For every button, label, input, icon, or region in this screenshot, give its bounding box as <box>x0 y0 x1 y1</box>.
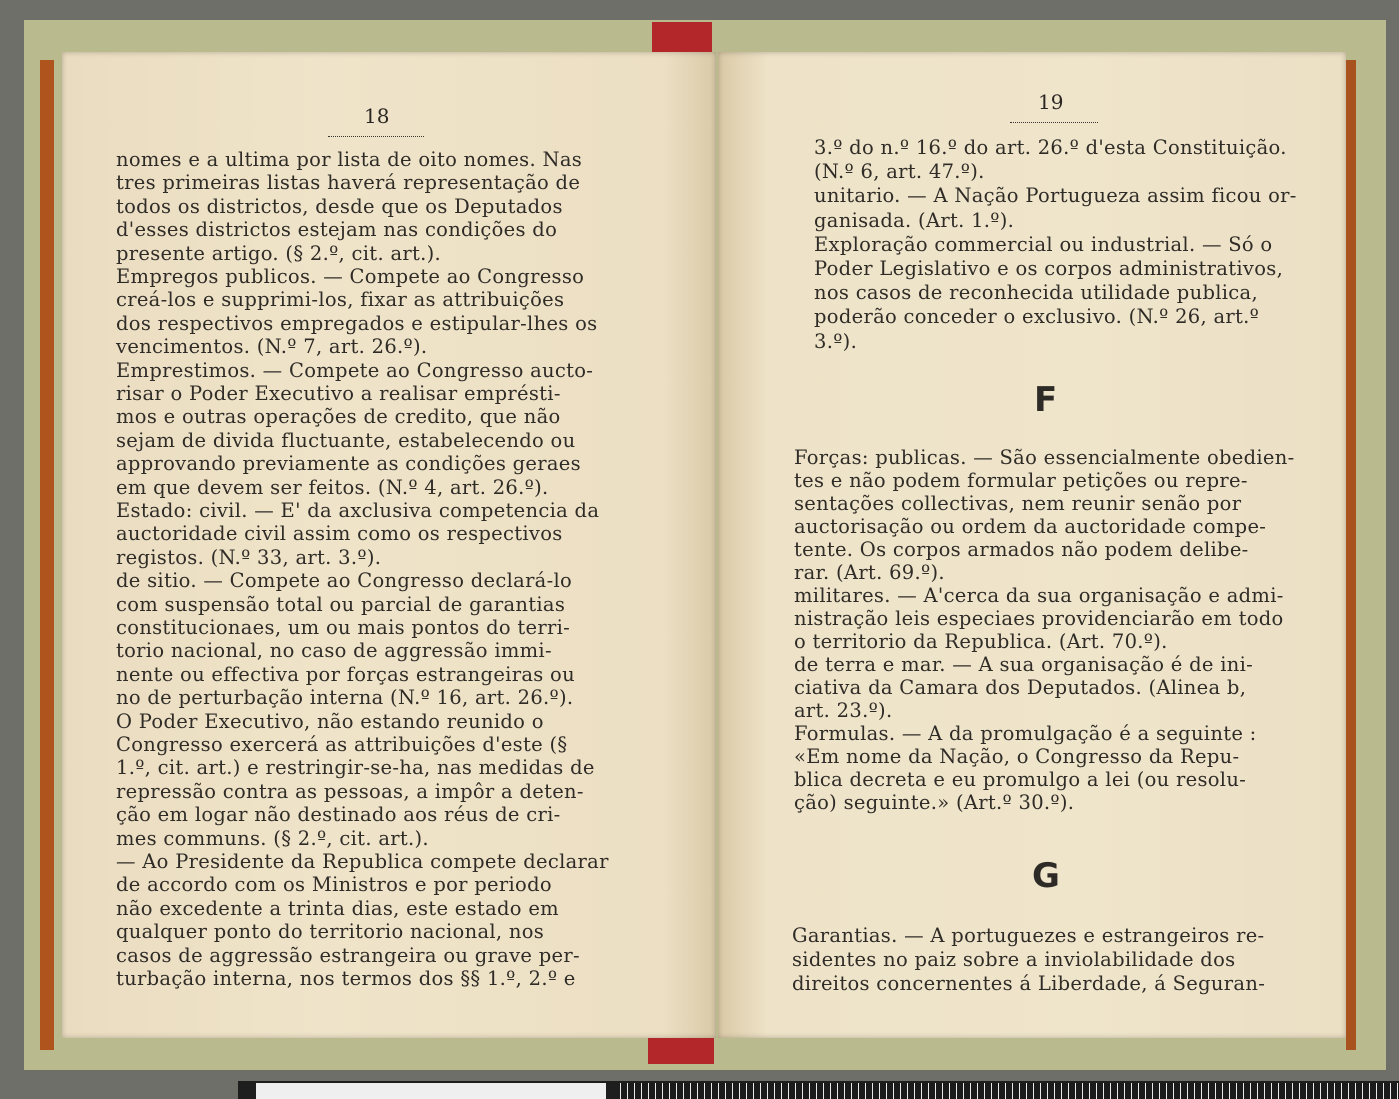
text-line: de accordo com os Ministros e por periodo <box>116 873 552 897</box>
text-line: o territorio da Republica. (Art. 70.º). <box>794 630 1168 653</box>
spine-bottom <box>648 1038 714 1064</box>
text-line: ção em logar não destinado aos réus de cri- <box>116 803 561 827</box>
text-line: de terra e mar. — A sua organisação é de ini- <box>794 653 1254 676</box>
text-line: auctoridade civil assim como os respectivos <box>116 522 563 546</box>
text-line: unitario. — A Nação Portugueza assim ficou or- <box>814 184 1297 208</box>
text-line: ção) seguinte.» (Art.º 30.º). <box>794 791 1075 814</box>
text-line: sejam de divida fluctuante, estabelecendo ou <box>116 428 576 452</box>
text-line: direitos concernentes á Liberdade, á Seguran- <box>792 972 1266 995</box>
text-line: Congresso exercerá as attribuições d'este (§ <box>116 733 568 756</box>
text-line: mes communs. (§ 2.º, cit. art.). <box>116 826 429 850</box>
text-line: Emprestimos. — Compete ao Congresso aucto- <box>116 358 594 382</box>
text-line: presente artigo. (§ 2.º, cit. art.). <box>116 241 442 265</box>
text-line: registos. (N.º 33, art. 3.º). <box>116 545 382 569</box>
right-page <box>718 52 1346 1038</box>
page-number: 19 <box>1038 90 1064 114</box>
text-line: tente. Os corpos armados não podem delibe- <box>794 538 1249 561</box>
text-line: auctorisação ou ordem da auctoridade compe- <box>794 515 1267 538</box>
text-line: qualquer ponto do territorio nacional, nos <box>116 920 545 944</box>
text-line: (N.º 6, art. 47.º). <box>814 160 985 184</box>
text-line: «Em nome da Nação, o Congresso da Repu- <box>794 745 1240 768</box>
page-number-rule <box>1010 122 1098 123</box>
text-line: 3.º do n.º 16.º do art. 26.º d'esta Constituição. <box>814 136 1287 159</box>
text-line: tres primeiras listas haverá representação de <box>116 171 581 195</box>
text-line: militares. — A'cerca da sua organisação e admi- <box>794 584 1284 607</box>
text-line: dos respectivos empregados e estipular-lhes os <box>116 311 598 335</box>
text-line: mos e outras operações de credito, que não <box>116 405 561 429</box>
text-line: 3.º). <box>814 329 858 353</box>
text-line: tes e não podem formular petições ou repre- <box>794 469 1248 492</box>
text-line: constitucionaes, um ou mais pontos do terri- <box>116 616 571 639</box>
text-line: sentações collectivas, nem reunir senão por <box>794 492 1242 515</box>
text-line: em que devem ser feitos. (N.º 4, art. 26.º). <box>116 475 549 499</box>
text-line: Estado: civil. — E' da axclusiva competencia da <box>116 499 600 522</box>
text-line: risar o Poder Executivo a realisar emprésti- <box>116 382 561 405</box>
text-line: blica decreta e eu promulgo a lei (ou resolu- <box>794 768 1247 791</box>
ruler-ticks <box>620 1083 1399 1099</box>
text-line: não excedente a trinta dias, este estado em <box>116 896 559 920</box>
text-line: — Ao Presidente da Republica compete declarar <box>116 850 609 873</box>
text-line: casos de aggressão estrangeira ou grave per- <box>116 943 580 967</box>
text-line: turbação interna, nos termos dos §§ 1.º, 2.º e <box>116 967 576 990</box>
text-line: Formulas. — A da promulgação é a seguinte : <box>794 722 1257 745</box>
text-line: d'esses districtos estejam nas condições do <box>116 218 558 242</box>
text-line: sidentes no paiz sobre a inviolabilidade dos <box>792 948 1236 971</box>
text-line: no de perturbação interna (N.º 16, art. 26.º). <box>116 686 574 710</box>
text-line: Forças: publicas. — São essencialmente obedien- <box>794 446 1295 469</box>
text-line: Empregos publicos. — Compete ao Congresso <box>116 265 585 288</box>
text-line: Garantias. — A portuguezes e estrangeiros re- <box>792 924 1265 947</box>
left-page <box>62 52 716 1038</box>
section-letter-g: G <box>1032 856 1060 896</box>
text-line: nente ou effectiva por forças estrangeiras ou <box>116 662 575 686</box>
page-number: 18 <box>364 104 390 128</box>
section-letter-f: F <box>1034 380 1058 420</box>
text-line: repressão contra as pessoas, a impôr a deten- <box>116 779 584 803</box>
ruler-white-band <box>256 1083 606 1099</box>
cover-edge-left <box>40 60 54 1050</box>
text-line: com suspensão total ou parcial de garantias <box>116 592 566 616</box>
text-line: de sitio. — Compete ao Congresso declará-lo <box>116 569 573 593</box>
text-line: nomes e a ultima por lista de oito nomes. Nas <box>116 148 583 171</box>
cover-edge-right <box>1346 60 1356 1050</box>
text-line: torio nacional, no caso de aggressão immi- <box>116 639 552 663</box>
text-line: Poder Legislativo e os corpos administrativos, <box>814 257 1284 280</box>
text-line: todos os districtos, desde que os Deputados <box>116 194 563 218</box>
text-line: Exploração commercial ou industrial. — Só o <box>814 232 1273 256</box>
text-line: nos casos de reconhecida utilidade publica, <box>814 281 1258 305</box>
text-line: rar. (Art. 69.º). <box>794 561 945 584</box>
text-line: O Poder Executivo, não estando reunido o <box>116 709 544 733</box>
text-line: poderão conceder o exclusivo. (N.º 26, art.º <box>814 305 1260 329</box>
text-line: ciativa da Camara dos Deputados. (Alinea b, <box>794 676 1247 699</box>
text-line: art. 23.º). <box>794 699 893 722</box>
text-line: vencimentos. (N.º 7, art. 26.º). <box>116 335 428 359</box>
page-number-rule <box>328 136 424 137</box>
text-line: nistração leis especiaes providenciarão em todo <box>794 607 1284 630</box>
text-line: creá-los e supprimi-los, fixar as attribuições <box>116 288 565 312</box>
text-line: 1.º, cit. art.) e restringir-se-ha, nas medidas de <box>116 756 595 780</box>
text-line: approvando previamente as condições geraes <box>116 452 581 476</box>
text-line: ganisada. (Art. 1.º). <box>814 208 1015 232</box>
